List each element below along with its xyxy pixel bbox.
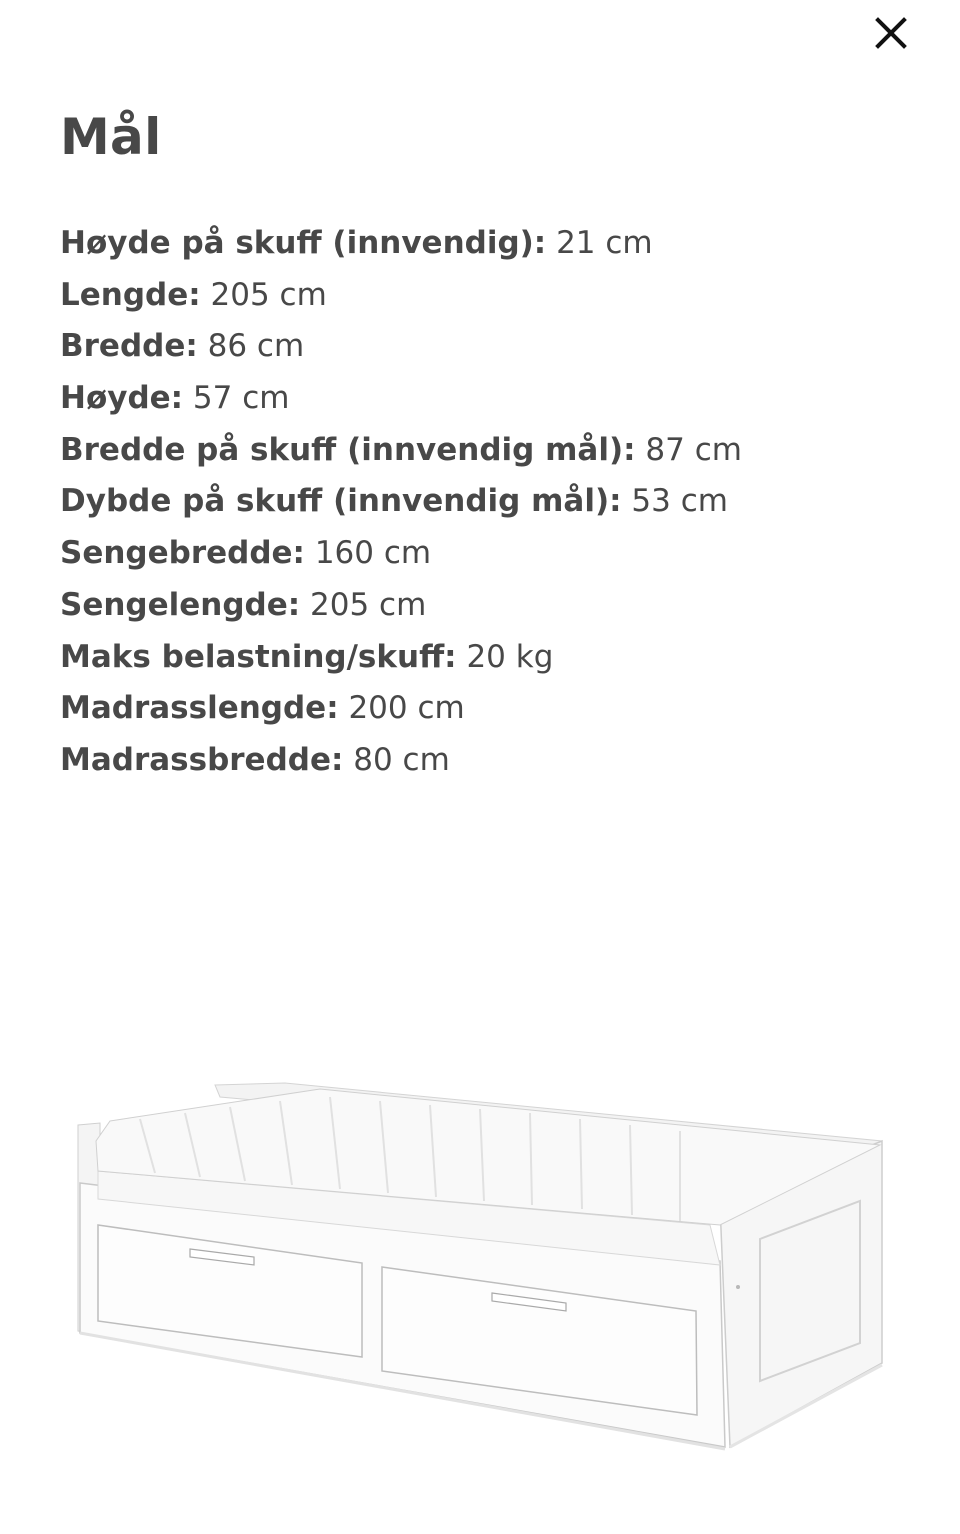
close-icon [874, 16, 908, 50]
dimension-value: 21 cm [556, 225, 653, 261]
dimension-value: 80 cm [353, 741, 450, 778]
dimension-value: 160 cm [314, 535, 432, 572]
dimension-row [60, 632, 742, 684]
dimension-row [60, 373, 742, 425]
dimension-row [60, 425, 742, 477]
close-button[interactable] [866, 8, 916, 58]
dimension-row [60, 476, 742, 528]
dimension-row [60, 580, 742, 632]
daybed-product-image [70, 1075, 890, 1460]
dimension-label: Sengebredde: [60, 535, 305, 572]
dimension-row [60, 528, 742, 580]
page-title: Mål [60, 108, 162, 166]
dimension-value: 205 cm [310, 586, 427, 623]
dimension-label: Sengelengde: [60, 586, 301, 623]
dimension-label: Dybde på skuff (innvendig mål): [60, 483, 622, 520]
dimension-value: 53 cm [631, 483, 728, 520]
dimensions-list [60, 218, 742, 787]
dimension-value: 87 cm [645, 431, 742, 468]
dimension-row [60, 683, 742, 735]
dimension-label: Bredde: [60, 328, 198, 365]
dimension-value: 200 cm [348, 690, 465, 727]
dimension-label: Madrassbredde: [60, 741, 344, 778]
dimension-label: Høyde på skuff (innvendig): [60, 225, 547, 261]
dimension-row [60, 735, 742, 787]
dimension-value: 20 kg [466, 638, 554, 675]
dimension-label: Høyde: [60, 380, 184, 417]
dimension-row [60, 218, 742, 270]
dimension-row [60, 270, 742, 322]
dimension-value: 205 cm [210, 276, 327, 313]
dimension-label: Bredde på skuff (innvendig mål): [60, 431, 636, 468]
dimension-value: 57 cm [192, 380, 290, 417]
dimension-label: Lengde: [60, 276, 201, 313]
dimension-label: Maks belastning/skuff: [60, 638, 457, 675]
dimension-value: 86 cm [207, 328, 305, 365]
dimension-label: Madrasslengde: [60, 690, 339, 727]
dimension-row [60, 321, 742, 373]
